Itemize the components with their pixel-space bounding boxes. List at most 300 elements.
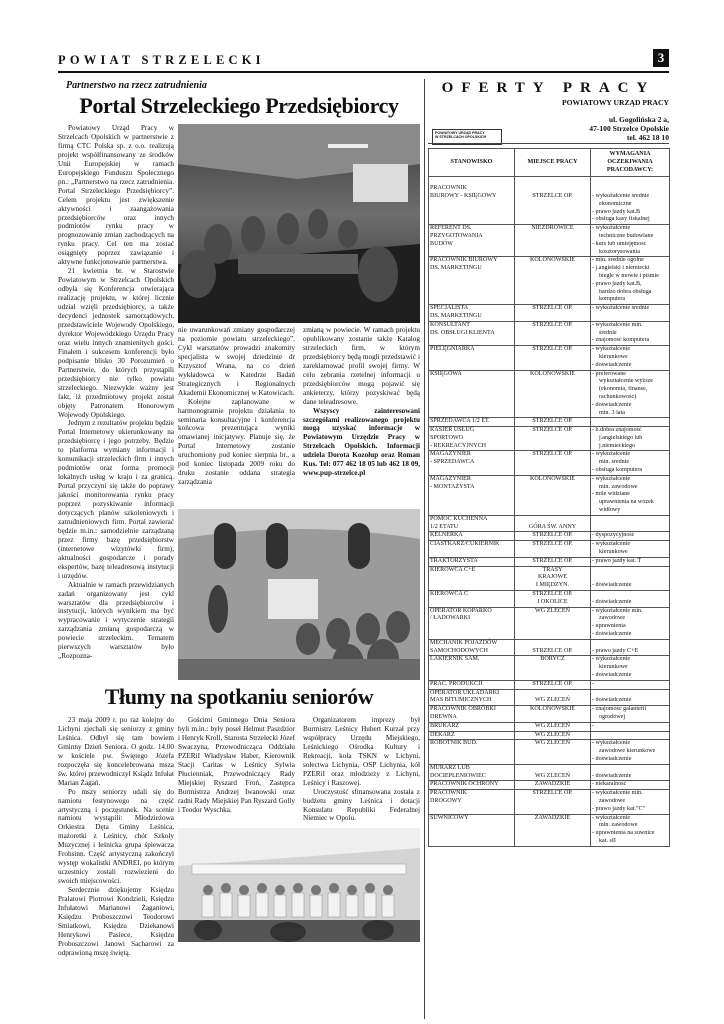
location-cell-line: STRZELCE OP. — [532, 346, 573, 353]
position-cell-line: DS. OBSŁUGI KLIENTA — [430, 329, 495, 336]
requirements-cell-line: - prawo jazdy C+E — [592, 647, 639, 654]
article-title-seniors: Tłumy na spotkaniu seniorów — [104, 684, 374, 709]
requirements-cell-line: - doświadczenie — [592, 361, 632, 368]
position-cell — [429, 680, 515, 689]
requirements-cell-line: - doświadczenie — [592, 631, 632, 638]
header-rule — [58, 71, 669, 73]
table-row — [429, 370, 670, 418]
requirements-cell — [591, 541, 670, 558]
location-cell — [515, 451, 591, 475]
requirements-cell-line: - obsługa komputera — [592, 467, 643, 474]
requirements-cell-line: ekonomiczne — [599, 200, 632, 207]
location-cell-line: WG ZLECEŃ — [534, 722, 571, 729]
location-cell — [515, 764, 591, 781]
address-line: ul. Gogolińska 2 a, — [608, 115, 669, 124]
position-cell — [429, 607, 515, 639]
requirements-cell — [591, 591, 670, 608]
location-cell-line: STRZELCE OP. — [532, 541, 573, 548]
requirements-cell-line: kierunkowe — [599, 353, 628, 360]
requirements-cell-line: - doświadczenie — [592, 697, 632, 704]
table-row — [429, 515, 670, 532]
position-cell — [429, 305, 515, 322]
position-cell-line: - MONTAŻYSTA — [430, 483, 475, 490]
location-cell-line: STRZELCE OP. — [532, 680, 573, 687]
job-offers-body — [429, 177, 670, 846]
position-cell-line: KSIĘGOWA — [430, 370, 462, 377]
position-cell — [429, 418, 515, 427]
requirements-cell-line — [592, 690, 668, 698]
location-cell-line: WG ZLECEŃ — [534, 697, 571, 704]
table-row — [429, 790, 670, 814]
position-cell-line: POMOC KUCHENNA — [430, 515, 488, 522]
location-cell — [515, 321, 591, 345]
paragraph: 23 maja 2009 r. po raz kolejny do Lichyni zjechali się seniorzy z gminy Leśnica. Odbył się tam bowiem Gminny Dzień Seniora. O godz. 14.00 w kościele pw. Świętego Józefa rozpoczęła się koncelebrowana msza św. której przewodniczył Ksiądz Infułat Marian Żagań. — [58, 716, 174, 787]
seniors-column-2 — [178, 716, 295, 826]
table-row — [429, 177, 670, 225]
paragraph: Uroczystość sfinansowana została z budżetu gminy Leśnica i dotacji Konsulatu Republiki Federalnej Niemiec w Opolu. — [303, 787, 420, 823]
position-cell-line — [430, 177, 513, 185]
requirements-cell — [591, 722, 670, 731]
position-cell — [429, 370, 515, 418]
requirements-cell-line: - prawo jazdy kat."C" — [592, 805, 646, 812]
requirements-cell-line — [592, 732, 668, 740]
requirements-cell — [591, 475, 670, 515]
requirements-cell-line: - wykształcenie — [592, 451, 631, 458]
location-cell-line: STRZELCE OP. — [532, 427, 573, 434]
requirements-cell-line — [592, 524, 668, 532]
article-title: Portal Strzeleckiego Przedsiębiorcy — [79, 93, 399, 118]
workshop-photo — [178, 509, 420, 680]
requirements-cell-line: j.angielskiego lub — [599, 434, 643, 441]
location-cell-line: STRZELCE OP. — [532, 532, 573, 539]
location-cell-line: WG ZLECEŃ — [534, 772, 571, 779]
location-cell-line: STRZELCE OP. — [532, 557, 573, 564]
job-offers-table — [428, 148, 670, 847]
location-cell-line: STRZELCE OP. — [532, 591, 573, 598]
offers-address — [500, 115, 669, 142]
requirements-cell-line: - mile widziane — [592, 491, 630, 498]
requirements-cell-line: kierunkowe — [599, 549, 628, 556]
position-cell — [429, 257, 515, 305]
logo-line: POWIATOWY URZĄD PRACY — [435, 131, 485, 135]
location-cell-line: ZAWADZKIE — [534, 814, 571, 821]
table-row — [429, 321, 670, 345]
location-cell-line: STRZELCE OP. — [532, 418, 573, 425]
requirements-cell-line: - kurs lub umiejętność — [592, 240, 647, 247]
seniors-column-1 — [58, 716, 174, 956]
requirements-cell — [591, 257, 670, 305]
location-cell-line: STRZELCE OP. — [532, 321, 573, 328]
workshop-room-image — [178, 509, 420, 680]
position-cell-line: PRAC. PRODUKCJI — [430, 680, 483, 687]
requirements-cell-line — [592, 516, 668, 524]
location-cell — [515, 731, 591, 740]
position-cell — [429, 177, 515, 225]
location-cell-line: STRZELCE OP. — [532, 790, 573, 797]
requirements-cell — [591, 370, 670, 418]
requirements-cell-line: - wykształcenie — [592, 346, 631, 353]
requirements-cell — [591, 557, 670, 566]
requirements-cell-line: komputera — [599, 296, 626, 303]
position-cell-line: KASJER USŁUG — [430, 427, 475, 434]
article-column-3 — [303, 326, 420, 496]
location-cell — [515, 722, 591, 731]
position-cell-line: SUWNICOWY — [430, 814, 469, 821]
requirements-cell-line — [592, 418, 668, 426]
position-cell — [429, 639, 515, 656]
position-cell — [429, 740, 515, 764]
position-cell — [429, 781, 515, 790]
table-row — [429, 680, 670, 689]
location-cell-line: KOLONOWSKIE — [529, 706, 576, 713]
requirements-cell-line: kierunkowe — [599, 664, 628, 671]
table-row — [429, 427, 670, 451]
position-cell-line: 1/2 ETATU — [430, 523, 459, 530]
requirements-cell — [591, 427, 670, 451]
location-cell — [515, 346, 591, 370]
position-cell — [429, 475, 515, 515]
location-cell — [515, 814, 591, 846]
location-cell-line: KOLONOWSKIE — [529, 257, 576, 264]
column-header: MIEJSCE PRACY — [515, 149, 591, 177]
logo-line: W STRZELCACH OPOLSKICH — [435, 135, 487, 140]
position-cell-line: - REKREACYJNYCH — [430, 442, 487, 449]
location-cell — [515, 790, 591, 814]
requirements-cell-line: - wykształcenie — [592, 475, 631, 482]
position-cell-line: DEKARZ — [430, 731, 455, 738]
location-cell — [515, 427, 591, 451]
position-cell-line: DS. MARKETINGU — [430, 265, 482, 272]
requirements-cell — [591, 346, 670, 370]
requirements-cell — [591, 680, 670, 689]
location-cell — [515, 418, 591, 427]
position-cell-line: ROBOTNIK BUD. — [430, 740, 478, 747]
position-cell-line: DREWNA — [430, 713, 457, 720]
position-cell — [429, 591, 515, 608]
requirements-cell-line: - doświadczenie — [592, 401, 632, 408]
location-cell — [515, 740, 591, 764]
paragraph: nie uwarunkowań zmiany gospodarczej na poziomie powiatu strzeleckiego”. Cykl warsztatów prowadzi znakomity specjalista w swojej dziedzinie dr Krzysztof Wrana, na co dzień wykładowca w Katedrze Badań Strategicznych i Regionalnych Akademii Ekonomicznej w Katowicach. — [178, 326, 295, 397]
paragraph: Po mszy seniorzy udali się do namiotu festynowego na część artystyczną i poczęstunek. Na scenie namiotu wystąpili: Młodzieżowa Orkiestra Dęta Gminy Leśnica, mażoretki z Leśnicy, chór Szkoły Muzycznej i leśnicka grupa śpiewacza Frohsinn. Część artystyczną zakończył występ wokalistki ANDREI, po którym uczestnicy zostali rozwiezieni do swoich miejscowości. — [58, 787, 174, 886]
location-cell — [515, 706, 591, 723]
requirements-cell-line: zawodowe — [599, 615, 626, 622]
requirements-cell-line — [592, 177, 668, 185]
requirements-cell-line: j.niemieckiego — [599, 442, 636, 449]
requirements-cell-line: - doświadczenie — [592, 772, 632, 779]
requirements-cell — [591, 689, 670, 706]
requirements-cell — [591, 305, 670, 322]
location-cell — [515, 680, 591, 689]
paragraph: Jednym z rezultatów projektu będzie Portal Internetowy ukierunkowany na przedsiębiorcę i jego potrzeby. Będzie to platforma wymiany informacji i komunikacji strzeleckich firm i innych podmiotów oraz forma promocji lokalnych usług w kraju i za granicą. Portal przyczyni się także do poprawy jakości monitorowania rynku pracy poprzez pozyskiwanie informacji dotyczących planów szkoleniowych i zatrudnieniowych firm. Portal zawierać będzie m.in.: samodzielnie zarządzaną przez firmy bazę przedsiębiorstw (internetowe wizytówki firm), aktualności gospodarcze i porady ekspertów, bazę teleadresową instytucji i urzędów. — [58, 419, 174, 580]
position-cell — [429, 566, 515, 590]
paragraph: Aktualnie w ramach przewidzianych zadań organizowany jest cykl warsztatów dla przedsiębiorców i instytucji, których wynikiem ma być wypracowanie i wytyczenie strategii zarządzania zmianą gospodarczą w powiecie strzeleckim. Tematem pierwszych warsztatów było „Rozpozna- — [58, 580, 174, 661]
position-cell — [429, 689, 515, 706]
requirements-cell-line: - wykształcenie — [592, 656, 631, 663]
position-cell — [429, 764, 515, 781]
location-cell — [515, 781, 591, 790]
publication-title: POWIAT STRZELECKI — [58, 53, 265, 67]
table-row — [429, 781, 670, 790]
position-cell-line: PRACOWNIK BIUROWY — [430, 257, 498, 264]
position-cell-line: PRACOWNIK OBRÓBKI — [430, 706, 496, 713]
requirements-cell — [591, 566, 670, 590]
column-header: STANOWISKO — [429, 149, 515, 177]
requirements-cell — [591, 639, 670, 656]
requirements-cell-line: - doświadczenie — [592, 755, 632, 762]
position-cell-line: DOCIEPLENIOWIEC — [430, 772, 486, 779]
position-cell-line: DS. MARKETINGU — [430, 312, 482, 319]
location-cell-line — [516, 765, 589, 773]
requirements-cell — [591, 790, 670, 814]
position-cell — [429, 451, 515, 475]
location-cell-line: STRZELCE OP. — [532, 451, 573, 458]
location-cell — [515, 591, 591, 608]
location-cell — [515, 541, 591, 558]
requirements-cell-line: - uprawnienia na suwnice — [592, 830, 655, 837]
location-cell — [515, 177, 591, 225]
table-row — [429, 689, 670, 706]
table-row — [429, 418, 670, 427]
article-column-1 — [58, 124, 174, 684]
position-cell-line: MAGAZYNIER — [430, 475, 471, 482]
table-row — [429, 346, 670, 370]
location-cell-line: I MIĘDZYN. — [535, 582, 570, 589]
position-cell-line: KONSULTANT — [430, 321, 470, 328]
table-row — [429, 225, 670, 257]
position-cell — [429, 557, 515, 566]
table-row — [429, 740, 670, 764]
column-header: WYMAGANIA OCZEKIWANIA PRACODAWCY: — [591, 149, 670, 177]
location-cell-line: TRASY — [542, 566, 563, 573]
requirements-cell-line: - wykształcenie — [592, 814, 631, 821]
location-cell — [515, 557, 591, 566]
position-cell — [429, 722, 515, 731]
requirements-cell-line: kat. sII — [599, 837, 616, 844]
requirements-cell-line — [592, 591, 668, 599]
position-cell-line: LAKIERNIK SAM. — [430, 656, 480, 663]
location-cell-line: WG ZLECEŃ — [534, 731, 571, 738]
column-divider — [424, 79, 425, 1019]
position-cell-line: SAMOCHODOWYCH — [430, 647, 488, 654]
requirements-cell-line: - — [592, 722, 595, 729]
paragraph: zmianą w powiecie. W ramach projektu opublikowany zostanie także Katalog strzeleckich firm, w którym przedsiębiorcy będą mogli przedstawić i zareklamować profil swojej firmy. W celu zebrania rzetelnej informacji u przedsiębiorców mogą pojawić się ankieterzy, którzy pozyskiwać będą dane teleadresowe. — [303, 326, 420, 406]
position-cell-line: MAGAZYNIER — [430, 451, 471, 458]
table-row — [429, 706, 670, 723]
position-cell — [429, 814, 515, 846]
requirements-cell-line: - uprawnienia — [592, 623, 626, 630]
position-cell-line: - SPRZEDAWCA — [430, 459, 475, 466]
location-cell-line: I OKOLICE — [537, 598, 568, 605]
table-row — [429, 764, 670, 781]
address-line: tel. 462 18 10 — [626, 133, 669, 142]
requirements-cell-line: techniczne budowlane — [599, 232, 654, 239]
requirements-cell-line — [592, 567, 668, 575]
requirements-cell — [591, 177, 670, 225]
requirements-cell-line: - preferowane — [592, 370, 627, 377]
requirements-cell-line: ogrodowej — [599, 713, 626, 720]
location-cell-line: BORYCZ — [540, 656, 565, 663]
requirements-cell-line: - znajomość galanterii — [592, 706, 647, 713]
requirements-cell-line: min. 3 lata — [599, 409, 625, 416]
requirements-cell — [591, 731, 670, 740]
position-cell-line: KIEROWCA C+E — [430, 566, 476, 573]
requirements-cell-line: - wykształcenie min. — [592, 790, 643, 797]
requirements-cell-line: zawodowe — [599, 797, 626, 804]
position-cell-line: PIELĘGNIARKA — [430, 346, 475, 353]
requirements-cell — [591, 321, 670, 345]
position-cell — [429, 427, 515, 451]
table-row — [429, 557, 670, 566]
location-cell-line — [516, 516, 589, 524]
location-cell-line: STRZELCE OP. — [532, 305, 573, 312]
requirements-cell-line: - min. średnie ogólne — [592, 257, 644, 264]
location-cell-line: ZAWADZKIE — [534, 781, 571, 788]
conference-photo — [178, 124, 420, 323]
position-cell-line: REFERENT DS. — [430, 225, 472, 232]
requirements-cell-line: - wykształcenie min. — [592, 607, 643, 614]
table-row — [429, 257, 670, 305]
position-cell-line: PRACOWNIK OCHRONY — [430, 781, 499, 788]
table-row — [429, 541, 670, 558]
article-column-2 — [178, 326, 295, 496]
requirements-cell-line: - wykształcenie — [592, 541, 631, 548]
paragraph: 21 kwietnia br. w Starostwie Powiatowym w Strzelcach Opolskich odbyła się Konferencja otwierająca realizację projektu, w której licznie udział wzięli przedsiębiorcy, a także decydenci jednostek samorządowych, przedstawiciele Wojewody Opolskiego, dyrektor Wojewódzkiego Urzędu Pracy oraz wielu innych znamienitych gości. Finałem i sukcesem konferencji było podpisanie blisko 30 Porozumień o Partnerstwie, do których przystąpili przedsiębiorcy nie tylko powiatu strzeleckiego. Niezwykle ważny jest fakt, iż przedmiotowy projekt został objęty Patronatem Honorowym Wojewody Opolskiego. — [58, 267, 174, 419]
paragraph: Powiatowy Urząd Pracy w Strzelcach Opolskich w partnerstwie z firmą CTC Polska sp. z o.o. realizują projekt współfinansowany ze środków Unii Europejskiej w ramach Europejskiego Funduszu Społecznego pn.: „Partnerstwo na rzecz zatrudnienia. Portal Strzeleckiego Przedsiębiorcy”. Celem projektu jest zwiększenie aktywności i zaangażowania przedsiębiorców oraz innych podmiotów rynku pracy w prognozowanie zmian zachodzących na rynku pracy. Cel ten ma zostać osiągnięty poprzez zawiązanie i aktywne funkcjonowanie partnerstwa. — [58, 124, 174, 267]
requirements-cell — [591, 532, 670, 541]
requirements-cell-line: - dyspozycyjność — [592, 532, 635, 539]
table-row — [429, 639, 670, 656]
position-cell-line: KELNERKA — [430, 532, 463, 539]
location-cell — [515, 566, 591, 590]
requirements-cell-line: - niekaralność — [592, 781, 627, 788]
location-cell-line: GÓRA ŚW. ANNY — [528, 523, 577, 530]
requirements-cell — [591, 814, 670, 846]
requirements-cell-line: rachunkowość) — [599, 393, 637, 400]
location-cell-line — [516, 185, 589, 193]
choir-stage-image — [178, 828, 420, 942]
requirements-cell — [591, 656, 670, 680]
offers-subtitle: POWIATOWY URZĄD PRACY — [561, 98, 669, 107]
requirements-cell-line: min. średnie — [599, 459, 630, 466]
position-cell — [429, 515, 515, 532]
table-row — [429, 731, 670, 740]
address-line: 47-100 Strzelce Opolskie — [589, 124, 669, 133]
requirements-cell-line: - doświadczenie — [592, 672, 632, 678]
location-cell — [515, 532, 591, 541]
location-cell-line: WG ZLECEŃ — [534, 740, 571, 747]
table-row — [429, 722, 670, 731]
seniors-photo — [178, 828, 420, 942]
requirements-cell-line: bardzo dobra obsługa — [599, 288, 652, 295]
offers-rule — [428, 143, 669, 144]
location-cell-line — [516, 177, 589, 185]
location-cell-line: STRZELCE OP. — [532, 647, 573, 654]
requirements-cell-line — [592, 185, 668, 193]
position-cell — [429, 706, 515, 723]
requirements-cell — [591, 515, 670, 532]
position-cell-line: PRZYGOTOWANIA — [430, 232, 483, 239]
location-cell — [515, 607, 591, 639]
requirements-cell — [591, 706, 670, 723]
position-cell-line: TRAKTORZYSTA — [430, 557, 478, 564]
position-cell-line: BRUKARZ — [430, 722, 460, 729]
requirements-cell-line: - doświadczenie — [592, 582, 632, 589]
location-cell — [515, 225, 591, 257]
requirements-cell — [591, 607, 670, 639]
position-cell — [429, 731, 515, 740]
page-number: 3 — [653, 49, 669, 67]
position-cell — [429, 790, 515, 814]
position-cell-line: OPERATOR UKŁADARKI — [430, 689, 500, 696]
location-cell — [515, 639, 591, 656]
location-cell — [515, 515, 591, 532]
requirements-cell-line: min. zawodowe — [599, 483, 638, 490]
paragraph: Gościmi Gminnego Dnia Seniora byli m.in.: były poseł Helmut Paszdzior i Henryk Kroll, Starosta Strzelecki Józef Swaczyna, Przewodnicząca Oddziału PZERiI Władysław Haber, Kierownik Stacji Caritas w Leśnicy Sylwia Płucienniak, Przewodniczący Rady Miejskiej Ryszard Froń, Zastępca Burmistrza Andrzej Iwanowski oraz radni Rady Miejskiej Pan Ryszard Golly i Teodor Wyschka. — [178, 716, 295, 814]
position-cell-line: BUDÓW — [430, 240, 454, 247]
requirements-cell-line: wykształcenie wyższe — [599, 378, 653, 385]
position-cell-line: KIEROWCA C — [430, 591, 469, 598]
location-cell — [515, 370, 591, 418]
requirements-cell-line: uprawnienia na wózek — [599, 499, 654, 506]
position-cell — [429, 541, 515, 558]
position-cell-line: / ŁADOWARKI — [430, 615, 471, 622]
location-cell — [515, 305, 591, 322]
position-cell-line: MURARZ LUB — [430, 764, 470, 771]
contact-info: Wszyscy zainteresowani szczegółami realizowanego projektu mogą uzyskać informacje w Powiatowym Urzędzie Pracy w Strzelcach Opolskich. Informacji udziela Dorota Kozołup oraz Roman Kus. Tel: 077 462 18 05 lub 462 18 09, www.pup-strzelce.pl — [303, 406, 420, 478]
requirements-cell-line: - wykształcenie min. — [592, 321, 643, 328]
requirements-cell-line — [592, 765, 668, 773]
position-cell-line: MAS BITUMICZNYCH — [430, 697, 492, 704]
table-row — [429, 566, 670, 590]
requirements-cell-line: - prawo jazdy kat. T — [592, 557, 642, 564]
position-cell-line: MECHANIK POJAZDÓW — [430, 639, 498, 646]
position-cell — [429, 532, 515, 541]
position-cell-line: PRACOWNIK — [430, 790, 467, 797]
requirements-cell-line: zawodowe kierunkowe — [599, 748, 656, 755]
position-cell-line: CIASTKARZ/CUKIERNIK — [430, 541, 500, 548]
requirements-cell-line: widłowy — [599, 507, 621, 514]
table-row — [429, 607, 670, 639]
position-cell-line: DROGOWY — [430, 797, 462, 804]
article-kicker: Partnerstwo na rzecz zatrudnienia — [66, 80, 207, 91]
requirements-cell-line: - j.angielski i niemiecki — [592, 265, 650, 272]
requirements-cell-line: średnie — [599, 329, 617, 336]
position-cell — [429, 321, 515, 345]
conference-room-image — [178, 124, 420, 323]
requirements-cell — [591, 225, 670, 257]
requirements-cell-line: - prawo jazdy kat.B — [592, 208, 641, 215]
position-cell — [429, 656, 515, 680]
paragraph: Kolejne zaplanowane w harmonogramie projektu działania to seminaria konsultacyjne i konferencja końcowa prezentująca wyniki omawianej inicjatywy. Planuje się, że Portal Internetowy zostanie uruchomiony pod koniec sierpnia br., a pod koniec listopada 2009 roku do druku zostanie oddana strategia zarządzania — [178, 397, 295, 487]
offers-title: OFERTY PRACY — [441, 80, 656, 96]
location-cell — [515, 689, 591, 706]
requirements-cell-line: biegle w mowie i piśmie — [599, 272, 659, 279]
location-cell-line: KOLONOWSKIE — [529, 475, 576, 482]
requirements-cell-line: - prawo jazdy kat.B, — [592, 280, 642, 287]
location-cell-line — [516, 640, 589, 648]
position-cell-line: PRACOWNIK — [430, 185, 467, 192]
requirements-cell-line: - wykształcenie — [592, 225, 631, 232]
requirements-cell-line: - doświadczenie — [592, 598, 632, 605]
table-row — [429, 656, 670, 680]
position-cell-line: OPERATOR KOPARKO — [430, 607, 492, 614]
table-row — [429, 814, 670, 846]
requirements-cell-line: - znajomość komputera — [592, 337, 650, 344]
requirements-cell-line: - b.dobra znajomość — [592, 427, 642, 434]
position-cell — [429, 225, 515, 257]
table-row — [429, 591, 670, 608]
paragraph: Serdecznie dziękujemy Księdzu Prałatowi Piotrowi Kondzieli, Księdzu Infułatowi Marianowi Żaganiowi, Księdzu Proboszczowi Teodorowi Smiatkowi, Księdzu Dziekanowi Henrykowi Pasiece, Księdzu Proboszczowi Janowi Sacharowi za odprawioną mszę świętą. — [58, 886, 174, 957]
